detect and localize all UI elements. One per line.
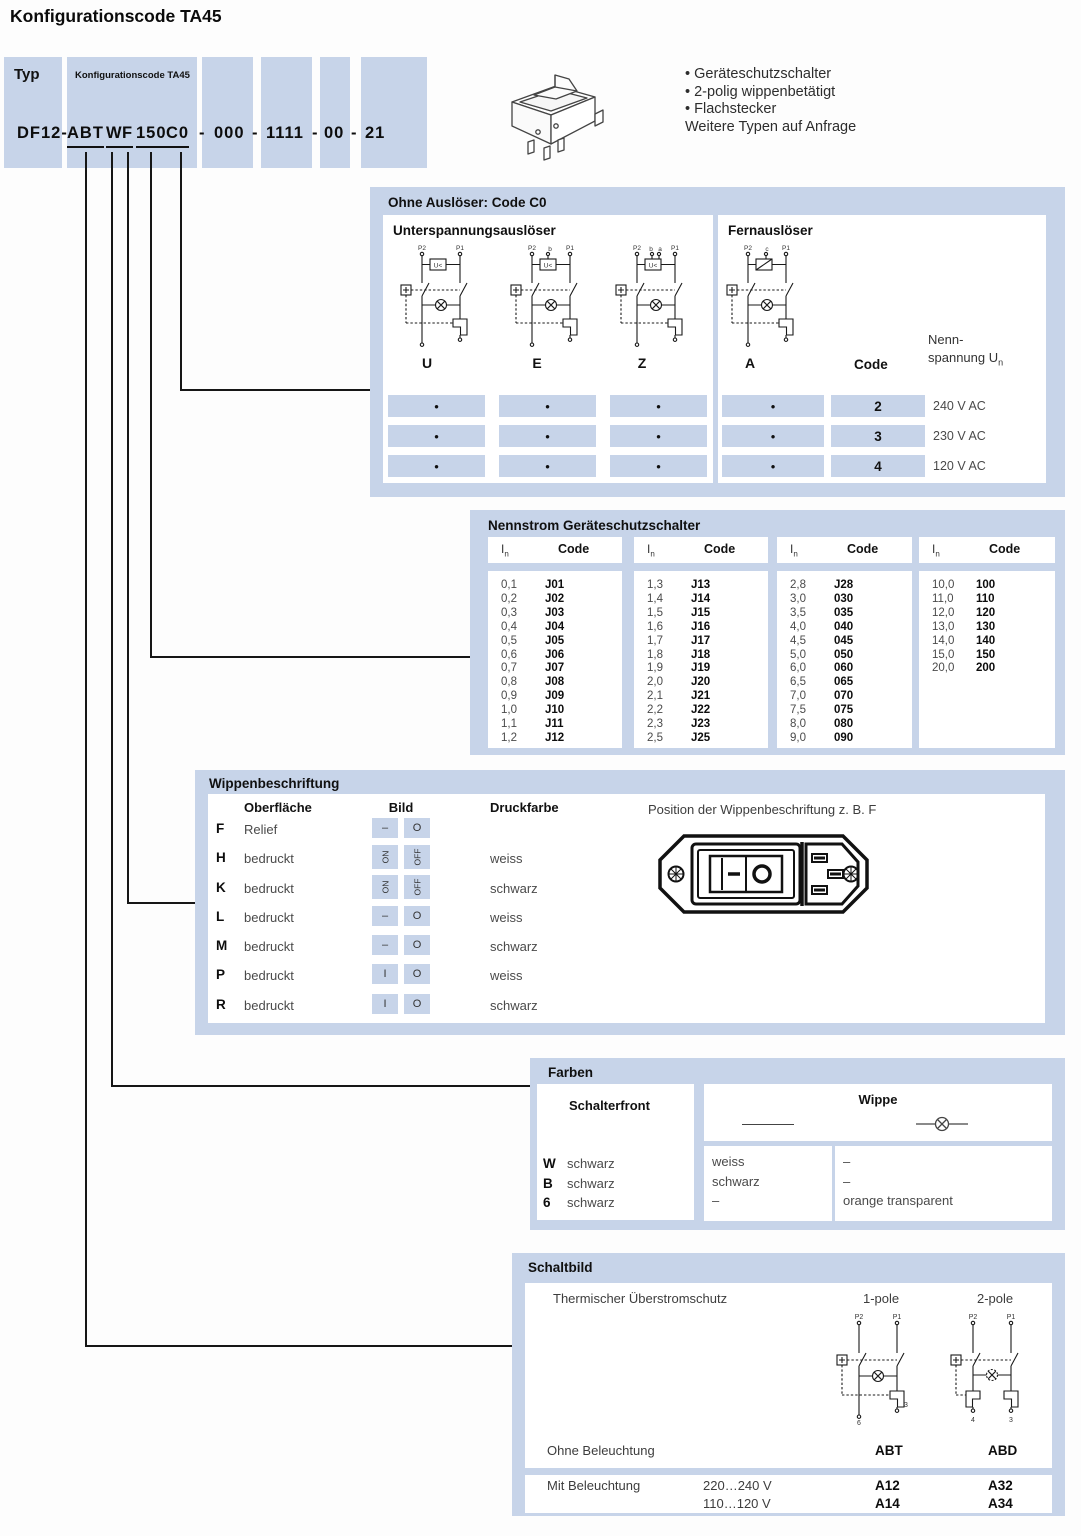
schaltbild-panel (525, 1283, 1052, 1468)
circuit-diagram-a (726, 241, 802, 353)
circuit-diagram-1pole (835, 1309, 915, 1427)
voltage-range-1: 220…240 V (703, 1478, 772, 1493)
nennstrom-row: 0,8 J08 (501, 676, 565, 689)
option-dot-cell: • (388, 455, 485, 477)
wippen-row-f: F Relief – O (208, 816, 638, 845)
nennstrom-column-4 (919, 510, 1055, 755)
nennstrom-row: 20,0 200 (932, 662, 996, 675)
position-note: Position der Wippenbeschriftung z. B. F (648, 802, 877, 817)
feature-item: • Flachstecker (685, 101, 777, 117)
code-box-5 (320, 57, 350, 168)
in-header: $I_n$ (501, 542, 509, 559)
circuit-diagram-u (400, 241, 476, 353)
bild-cell: O (404, 818, 430, 838)
wippen-row-l: L bedruckt – O weiss (208, 904, 638, 933)
section-title: Schaltbild (528, 1260, 593, 1275)
circuit-diagram-2pole (949, 1309, 1029, 1427)
nennstrom-row: 1,6 J16 (647, 620, 711, 633)
wippen-row-p: P bedruckt I O weiss (208, 962, 638, 991)
svg-text:P1: P1 (892, 1314, 902, 1321)
connector-abt-vertical (85, 152, 87, 1345)
header-druckfarbe: Druckfarbe (490, 800, 559, 815)
connector-w-vertical (111, 152, 113, 1085)
subtitle: Thermischer Überstromschutz (553, 1291, 728, 1306)
nennstrom-row: 0,5 J05 (501, 634, 565, 647)
section-title: Farben (548, 1065, 594, 1080)
nennstrom-row: 2,1 J21 (647, 690, 711, 703)
nennstrom-row: 1,7 J17 (647, 634, 711, 647)
svg-text:b: b (548, 246, 552, 253)
nennstrom-row: 0,3 J03 (501, 606, 565, 619)
nennstrom-column-2 (634, 510, 768, 755)
diagram-label-z: Z (637, 355, 647, 371)
nennstrom-row: 3,5 035 (790, 606, 854, 619)
connector-w-horizontal (111, 1085, 530, 1087)
code-header: Code (989, 542, 1021, 556)
nennspannung-header: Nenn- spannung $U_n$ (928, 332, 1004, 368)
illuminated-rocker-icon (916, 1115, 968, 1133)
voltage-code-cell: 3 (831, 425, 925, 447)
nennstrom-row: 1,4 J14 (647, 592, 711, 605)
bild-cell: O (404, 964, 430, 984)
svg-text:c: c (765, 246, 769, 253)
mit-beleuchtung-label: Mit Beleuchtung (547, 1478, 641, 1493)
nennstrom-column-3 (777, 510, 912, 755)
connector-abt-horizontal (85, 1345, 512, 1347)
code-segment-150: 150 (136, 124, 167, 148)
nennstrom-row: 2,0 J20 (647, 676, 711, 689)
nennstrom-row: 12,0 120 (932, 606, 996, 619)
ausloeser-row (388, 395, 1058, 417)
section-nennstrom (470, 510, 1065, 755)
wippen-panel (208, 794, 1045, 1023)
nennstrom-row: 1,1 J11 (501, 718, 564, 731)
nennstrom-row: 0,9 J09 (501, 690, 565, 703)
connector-c0-vertical (180, 152, 182, 389)
voltage-code-cell: 2 (831, 395, 925, 417)
option-dot-cell: • (499, 455, 596, 477)
connector-f-vertical (127, 152, 129, 902)
bild-cell: ON (372, 845, 398, 869)
bild-cell: OFF (404, 875, 430, 899)
panel-unterspannungsausloeser: Unterspannungsauslöser U< P2 P1 U< P2 b P1 U< b a P2 P1 U E Z (383, 215, 713, 483)
nennstrom-row: 2,8 J28 (790, 579, 854, 591)
farben-wippe-illum-panel: – – orange transparent (835, 1146, 1052, 1221)
svg-text:P2: P2 (418, 245, 426, 252)
ausloeser-row (388, 425, 1058, 447)
option-dot-cell: • (610, 425, 707, 447)
svg-text:P2: P2 (744, 245, 752, 252)
connector-c0-horizontal (180, 389, 370, 391)
svg-text:3: 3 (904, 1402, 908, 1409)
voltage-value: 240 V AC (933, 399, 986, 413)
wippen-row-k: K bedruckt ON OFF schwarz (208, 875, 638, 904)
nennstrom-row: 6,5 065 (790, 676, 854, 689)
diagram-label-u: U (421, 355, 433, 371)
svg-text:P1: P1 (456, 245, 464, 252)
connector-f-horizontal (127, 902, 196, 904)
svg-text:P1: P1 (671, 245, 679, 252)
code-dash-3: - (312, 124, 319, 142)
svg-text:3: 3 (1009, 1417, 1013, 1424)
circuit-diagram-e (510, 241, 586, 353)
bild-cell: – (372, 818, 398, 838)
section-farben (530, 1058, 1065, 1230)
power-entry-module-drawing (656, 828, 871, 924)
section-ohne-ausloeser (370, 187, 1065, 497)
panel-fernausloeser: Fernauslöser P2 c P1 A Code Nenn- spannung $U_n$ (718, 215, 1046, 483)
nennstrom-row: 0,7 J07 (501, 662, 565, 675)
nennstrom-row: 13,0 130 (932, 620, 996, 633)
code-box-3 (202, 57, 253, 168)
nennstrom-row: 4,5 045 (790, 634, 854, 647)
nennstrom-row: 6,0 060 (790, 662, 854, 675)
code-box-6 (361, 57, 427, 168)
nennstrom-row: 0,4 J04 (501, 620, 565, 633)
pole1-header: 1-pole (863, 1291, 900, 1306)
typ-label: Typ (14, 66, 40, 83)
bild-cell: O (404, 935, 430, 955)
code-segment-00: 00 (324, 124, 345, 142)
svg-text:U<: U< (433, 262, 443, 270)
section-title: Ohne Auslöser: Code C0 (388, 195, 547, 210)
svg-text:a: a (658, 246, 662, 253)
code-dash-2: - (252, 124, 259, 142)
option-dot-cell: • (388, 395, 485, 417)
code-segment-1111: 1111 (266, 124, 304, 142)
nennstrom-row: 1,3 J13 (647, 579, 711, 591)
nennstrom-row: 1,8 J18 (647, 648, 711, 661)
nennstrom-row: 1,9 J19 (647, 662, 711, 675)
code-dash-4: - (351, 124, 358, 142)
nennstrom-row: 15,0 150 (932, 648, 996, 661)
option-dot-cell: • (499, 425, 596, 447)
feature-list (685, 66, 856, 136)
nennstrom-column-1 (488, 510, 622, 755)
header-bild: Bild (388, 800, 414, 815)
svg-text:6: 6 (857, 1420, 861, 1427)
code-segment-abt: ABT (67, 124, 104, 148)
code-header: Code (558, 542, 590, 556)
code-column-header: Code (854, 357, 888, 372)
svg-text:4: 4 (971, 1417, 975, 1424)
code-a14: A14 (875, 1496, 900, 1511)
bild-cell: OFF (404, 845, 430, 869)
ausloeser-option-rows (388, 395, 1058, 485)
option-dot-cell: • (722, 395, 824, 417)
feature-item: • Geräteschutzschalter (685, 66, 832, 82)
option-dot-cell: • (722, 455, 824, 477)
nennstrom-row: 2,3 J23 (647, 718, 711, 731)
code-dash-1: - (199, 124, 206, 142)
nennstrom-row: 9,0 090 (790, 731, 854, 744)
code-abd: ABD (988, 1443, 1018, 1458)
svg-text:P2: P2 (968, 1314, 978, 1321)
section-title: Wippenbeschriftung (209, 776, 340, 791)
code-a32: A32 (988, 1478, 1013, 1493)
schalterfront-header: Schalterfront (569, 1098, 650, 1113)
code-segment-f: F (122, 124, 133, 148)
pole2-header: 2-pole (977, 1291, 1014, 1306)
nennstrom-row: 7,5 075 (790, 704, 854, 717)
wippen-rows (208, 816, 638, 1021)
bild-cell: ON (372, 875, 398, 899)
section-title: Nennstrom Geräteschutzschalter (488, 518, 701, 533)
wippen-row-h: H bedruckt ON OFF weiss (208, 845, 638, 874)
code-a34: A34 (988, 1496, 1013, 1511)
nennstrom-row: 2,2 J22 (647, 704, 711, 717)
section-wippenbeschriftung (195, 770, 1065, 1035)
nennstrom-row: 8,0 080 (790, 718, 854, 731)
code-segment-21: 21 (365, 124, 386, 142)
wippen-row-r: R bedruckt I O schwarz (208, 992, 638, 1021)
farben-front-panel (537, 1084, 694, 1220)
voltage-range-2: 110…120 V (703, 1496, 771, 1511)
code-box-4 (261, 57, 312, 168)
header-oberflaeche: Oberfläche (244, 800, 312, 815)
svg-text:P2: P2 (528, 245, 536, 252)
svg-text:P2: P2 (633, 245, 641, 252)
feature-note: Weitere Typen auf Anfrage (685, 118, 857, 135)
nennstrom-row: 7,0 070 (790, 690, 854, 703)
svg-text:U<: U< (648, 262, 658, 270)
svg-text:P1: P1 (782, 245, 790, 252)
option-dot-cell: • (499, 395, 596, 417)
connector-150-vertical (150, 152, 152, 656)
nennstrom-row: 11,0 110 (932, 592, 995, 605)
section-schaltbild (512, 1253, 1065, 1516)
voltage-value: 120 V AC (933, 459, 986, 473)
wippen-row-m: M bedruckt – O schwarz (208, 933, 638, 962)
option-dot-cell: • (388, 425, 485, 447)
nennstrom-row: 14,0 140 (932, 634, 996, 647)
farben-wippe-plain-panel: weiss schwarz – (704, 1146, 832, 1221)
nennstrom-row: 5,0 050 (790, 648, 854, 661)
feature-item: • 2-polig wippenbetätigt (685, 83, 836, 100)
code-a12: A12 (875, 1478, 900, 1493)
in-header: $I_n$ (790, 542, 798, 559)
bullet-icon: • (685, 101, 691, 117)
diagram-label-e: E (532, 355, 542, 371)
code-abt: ABT (875, 1443, 903, 1458)
bild-cell: – (372, 906, 398, 926)
nennstrom-row: 0,6 J06 (501, 648, 565, 661)
rocker-switch-illustration (498, 62, 613, 162)
bild-cell: O (404, 994, 430, 1014)
page-title: Konfigurationscode TA45 (10, 6, 222, 26)
in-header: $I_n$ (647, 542, 655, 559)
svg-text:P1: P1 (566, 245, 574, 252)
voltage-value: 230 V AC (933, 429, 986, 443)
in-header: $I_n$ (932, 542, 940, 559)
bullet-icon: • (685, 66, 691, 82)
svg-text:b: b (649, 246, 653, 253)
svg-text:U<: U< (543, 262, 553, 270)
code-segment-c0: C0 (166, 124, 189, 148)
bild-cell: I (372, 994, 398, 1014)
farben-wippe-panel (704, 1084, 1052, 1141)
option-dot-cell: • (610, 395, 707, 417)
plain-rocker-icon (742, 1124, 794, 1125)
bild-cell: I (372, 964, 398, 984)
nennstrom-row: 0,1 J01 (501, 579, 565, 591)
nennstrom-row: 0,2 J02 (501, 592, 565, 605)
nennstrom-row: 1,0 J10 (501, 704, 565, 717)
code-segment-000: 000 (214, 124, 245, 142)
connector-150-horizontal (150, 656, 470, 658)
bild-cell: O (404, 906, 430, 926)
code-prefix: DF12- (17, 124, 68, 142)
code-header: Code (704, 542, 736, 556)
front-rows: W schwarz B schwarz 6 schwarz (543, 1156, 615, 1210)
circuit-diagram-z (615, 241, 691, 353)
schaltbild-beleuchtung-panel (525, 1475, 1052, 1513)
ausloeser-row (388, 455, 1058, 477)
nennstrom-row: 1,2 J12 (501, 731, 565, 744)
svg-text:P1: P1 (1006, 1314, 1016, 1321)
code-header: Code (847, 542, 879, 556)
nennstrom-row: 3,0 030 (790, 592, 854, 605)
wippe-header: Wippe (858, 1092, 898, 1107)
config-code-label: Konfigurationscode TA45 (75, 70, 190, 81)
bild-cell: – (372, 935, 398, 955)
diagram-label-a: A (744, 355, 756, 371)
nennstrom-row: 4,0 040 (790, 620, 854, 633)
voltage-code-cell: 4 (831, 455, 925, 477)
nennstrom-row: 1,5 J15 (647, 606, 711, 619)
option-dot-cell: • (610, 455, 707, 477)
nennstrom-row: 10,0 100 (932, 579, 996, 591)
svg-text:P2: P2 (854, 1314, 864, 1321)
ohne-beleuchtung-label: Ohne Beleuchtung (547, 1443, 655, 1458)
bullet-icon: • (685, 83, 691, 100)
option-dot-cell: • (722, 425, 824, 447)
nennstrom-row: 2,5 J25 (647, 731, 711, 744)
code-segment-w: W (106, 124, 123, 148)
